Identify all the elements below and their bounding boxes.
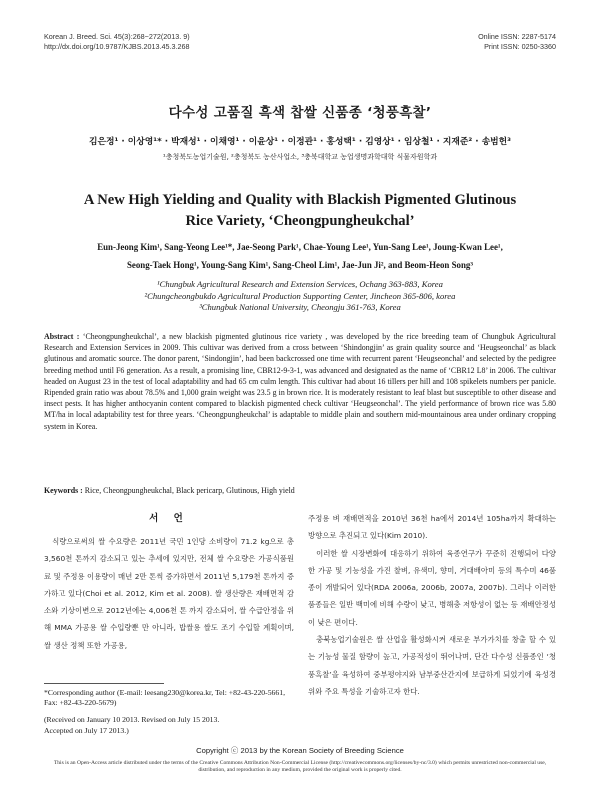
abstract-label: Abstract : bbox=[44, 332, 80, 341]
accepted-date: Accepted on July 17 2013.) bbox=[44, 726, 129, 735]
body-paragraph: 이러한 쌀 시장변화에 대응하기 위하여 육종연구가 꾸준히 진행되어 다양한 가공 및 기능성을 가진 찰벼, 유색미, 향미, 거대배아미 등의 특수미 46품종이 개발되어 있다(RDA 2006a, 2006b, 2007a, 2007b). 그러나 이러한 품종들은 일반 백미에 비해 수량이 낮고, 병해충 저항성이 없는 등 재배안정성이 낮은 편이다. bbox=[308, 548, 556, 627]
doi-link[interactable]: http://dx.doi.org/10.9787/KJBS.2013.45.3.268 bbox=[44, 42, 190, 51]
affiliation-2: ²Chungcheongbukdo Agricultural Production Supporting Center, Jincheon 365-806, korea bbox=[144, 290, 456, 301]
journal-header bbox=[44, 32, 190, 52]
print-issn: Print ISSN: 0250-3360 bbox=[484, 42, 556, 51]
korean-title: 다수성 고품질 흑색 찹쌀 신품종 ‘청풍흑찰’ bbox=[168, 105, 432, 121]
english-title-line-2: Rice Variety, ‘Cheongpungheukchal’ bbox=[185, 213, 415, 229]
english-authors bbox=[58, 238, 542, 274]
body-column-right bbox=[308, 510, 556, 700]
footnote-divider bbox=[44, 683, 164, 684]
keywords-label: Keywords : bbox=[44, 486, 83, 495]
english-authors-line-2: Seong-Taek Hong¹, Young-Sang Kim¹, Sang-Cheol Lim¹, Jae-Jun Ji², and Beom-Heon Song³ bbox=[126, 260, 473, 270]
received-date: (Received on January 10 2013. Revised on July 15 2013. bbox=[44, 715, 220, 724]
affiliation-1: ¹Chungbuk Agricultural Research and Extension Services, Ochang 363-883, Korea bbox=[157, 279, 443, 289]
online-issn: Online ISSN: 2287-5174 bbox=[478, 32, 556, 41]
english-title bbox=[50, 190, 550, 232]
body-paragraph: 충북농업기술원은 쌀 산업을 활성화시켜 새로운 부가가치를 창출 할 수 있는 기능성 물질 함량이 높고, 가공적성이 뛰어나며, 단간 다수성 신품종인 ‘청풍흑찰’을 육성하여 중부평야지와 남부중산간지에 보급하게 되었기에 육성경위와 주요 특성을 기술하고자 한다. bbox=[308, 635, 556, 696]
body-paragraph: 식량으로써의 쌀 수요량은 2011년 국민 1인당 소비량이 71.2 kg으로 총 3,560천 톤까지 감소되고 있는 추세에 있지만, 전체 쌀 수요량은 가공식품원료 및 주정용 이용량이 매년 2만 톤씩 증가하면서 2011년 5,179천 톤까지 증가하고 있다(Choi et al. 2012, Kim et al. 2008). 쌀 생산량은 재배면적 감소와 기상이변으로 2012년에는 4,006천 톤 까지 감소되어, 쌀 수급안정을 위해 MMA 가공용 쌀 수입량뿐 만 아니라, 밥쌀용 쌀도 조기 수입할 계획이며, 쌀 생산 정책 또한 가공용, bbox=[44, 537, 294, 650]
corresponding-author-note: *Corresponding author (E-mail: leesang230@korea.kr, Tel: +82-43-220-5661, Fax: +82-43-220-5679) bbox=[44, 688, 285, 708]
license-notice: This is an Open-Access article distributed under the terms of the Creative Commons Attribution Non-Commercial License (http://creativecommons.org/licenses/by-nc/3.0) which permits unrestricted non-commercial use, distribution, and reproduction in any medium, provided the original work is properly cited. bbox=[53, 760, 547, 774]
body-column-left bbox=[44, 533, 294, 654]
korean-affiliations: ¹충청북도농업기술원, ²충청북도 농산사업소, ³충북대학교 농업생명과학대학 식물자원학과 bbox=[162, 153, 438, 161]
journal-citation: Korean J. Breed. Sci. 45(3):268~272(2013. 9) bbox=[44, 32, 190, 41]
english-affiliations bbox=[0, 279, 600, 314]
english-title-line-1: A New High Yielding and Quality with Blackish Pigmented Glutinous bbox=[83, 192, 517, 208]
korean-authors: 김은정¹ · 이상영¹* · 박재성¹ · 이채영¹ · 이윤상¹ · 이정관¹ · 홍성택¹ · 김영상¹ · 임상철¹ · 지재준² · 송범헌³ bbox=[88, 137, 512, 147]
copyright-notice: Copyright ⓒ 2013 by the Korean Society of Breeding Science bbox=[196, 746, 404, 755]
body-paragraph: 주정용 벼 재배면적을 2010년 36천 ha에서 2014년 105ha까지 확대하는 방향으로 추진되고 있다(Kim 2010). bbox=[308, 514, 556, 541]
abstract-text: ‘Cheongpungheukchal’, a new blackish pigmented glutinous rice variety , was developed by the rice breeding team of Chungbuk Agricultural Research and Extension Services in 2009. This cultivar was derived from a cross between ‘Shindongjin’ as grain quality source and ‘Heugseonchal’ as black glutinous and aromatic source. The donor parent, ‘Sindongjin’, had been backcrossed one time with recurrent parent ‘Heugseonchal’ and selected by the pedigree breeding method until F6 generation. As a result, a promising line, CBR12-9-3-1, was advanced and designated as the name of ‘CBR12 L8’ in 2006. The cultivar headed on August 23 in the test of local adaptability and had 65 cm culm length. This cultivar had about 16 tillers per hill and 108 spikelets numbers per panicle. Ripended grain ratio was about 78.5% and 1,000 grain weight was 23.5 g in brown rice. It is moderately resistant to leaf blast but susceptible to other disease and insect pests. It has higher anthocyanin content compared to blackish pigmented check cultivar ‘Heugseonchal’. The yield performance of brown rice was 5.80 MT/ha in local adaptability test for three years. ‘Cheongpungheukchal’ is adaptable to middle plain and southern mid-mountainous area under ordinary cropping system in Korea. bbox=[44, 332, 556, 431]
issn-header bbox=[478, 32, 556, 52]
abstract bbox=[44, 331, 556, 432]
english-authors-line-1: Eun-Jeong Kim¹, Sang-Yeong Lee¹*, Jae-Seong Park¹, Chae-Young Lee¹, Yun-Sang Lee¹, Joung-Kwan Lee¹, bbox=[97, 242, 503, 252]
affiliation-3: ³Chungbuk National University, Cheongju 361-763, Korea bbox=[199, 302, 401, 312]
section-heading-introduction: 서 언 bbox=[149, 513, 189, 524]
keywords-text: Rice, Cheongpungheukchal, Black pericarp, Glutinous, High yield bbox=[84, 486, 295, 495]
keywords bbox=[44, 486, 295, 495]
